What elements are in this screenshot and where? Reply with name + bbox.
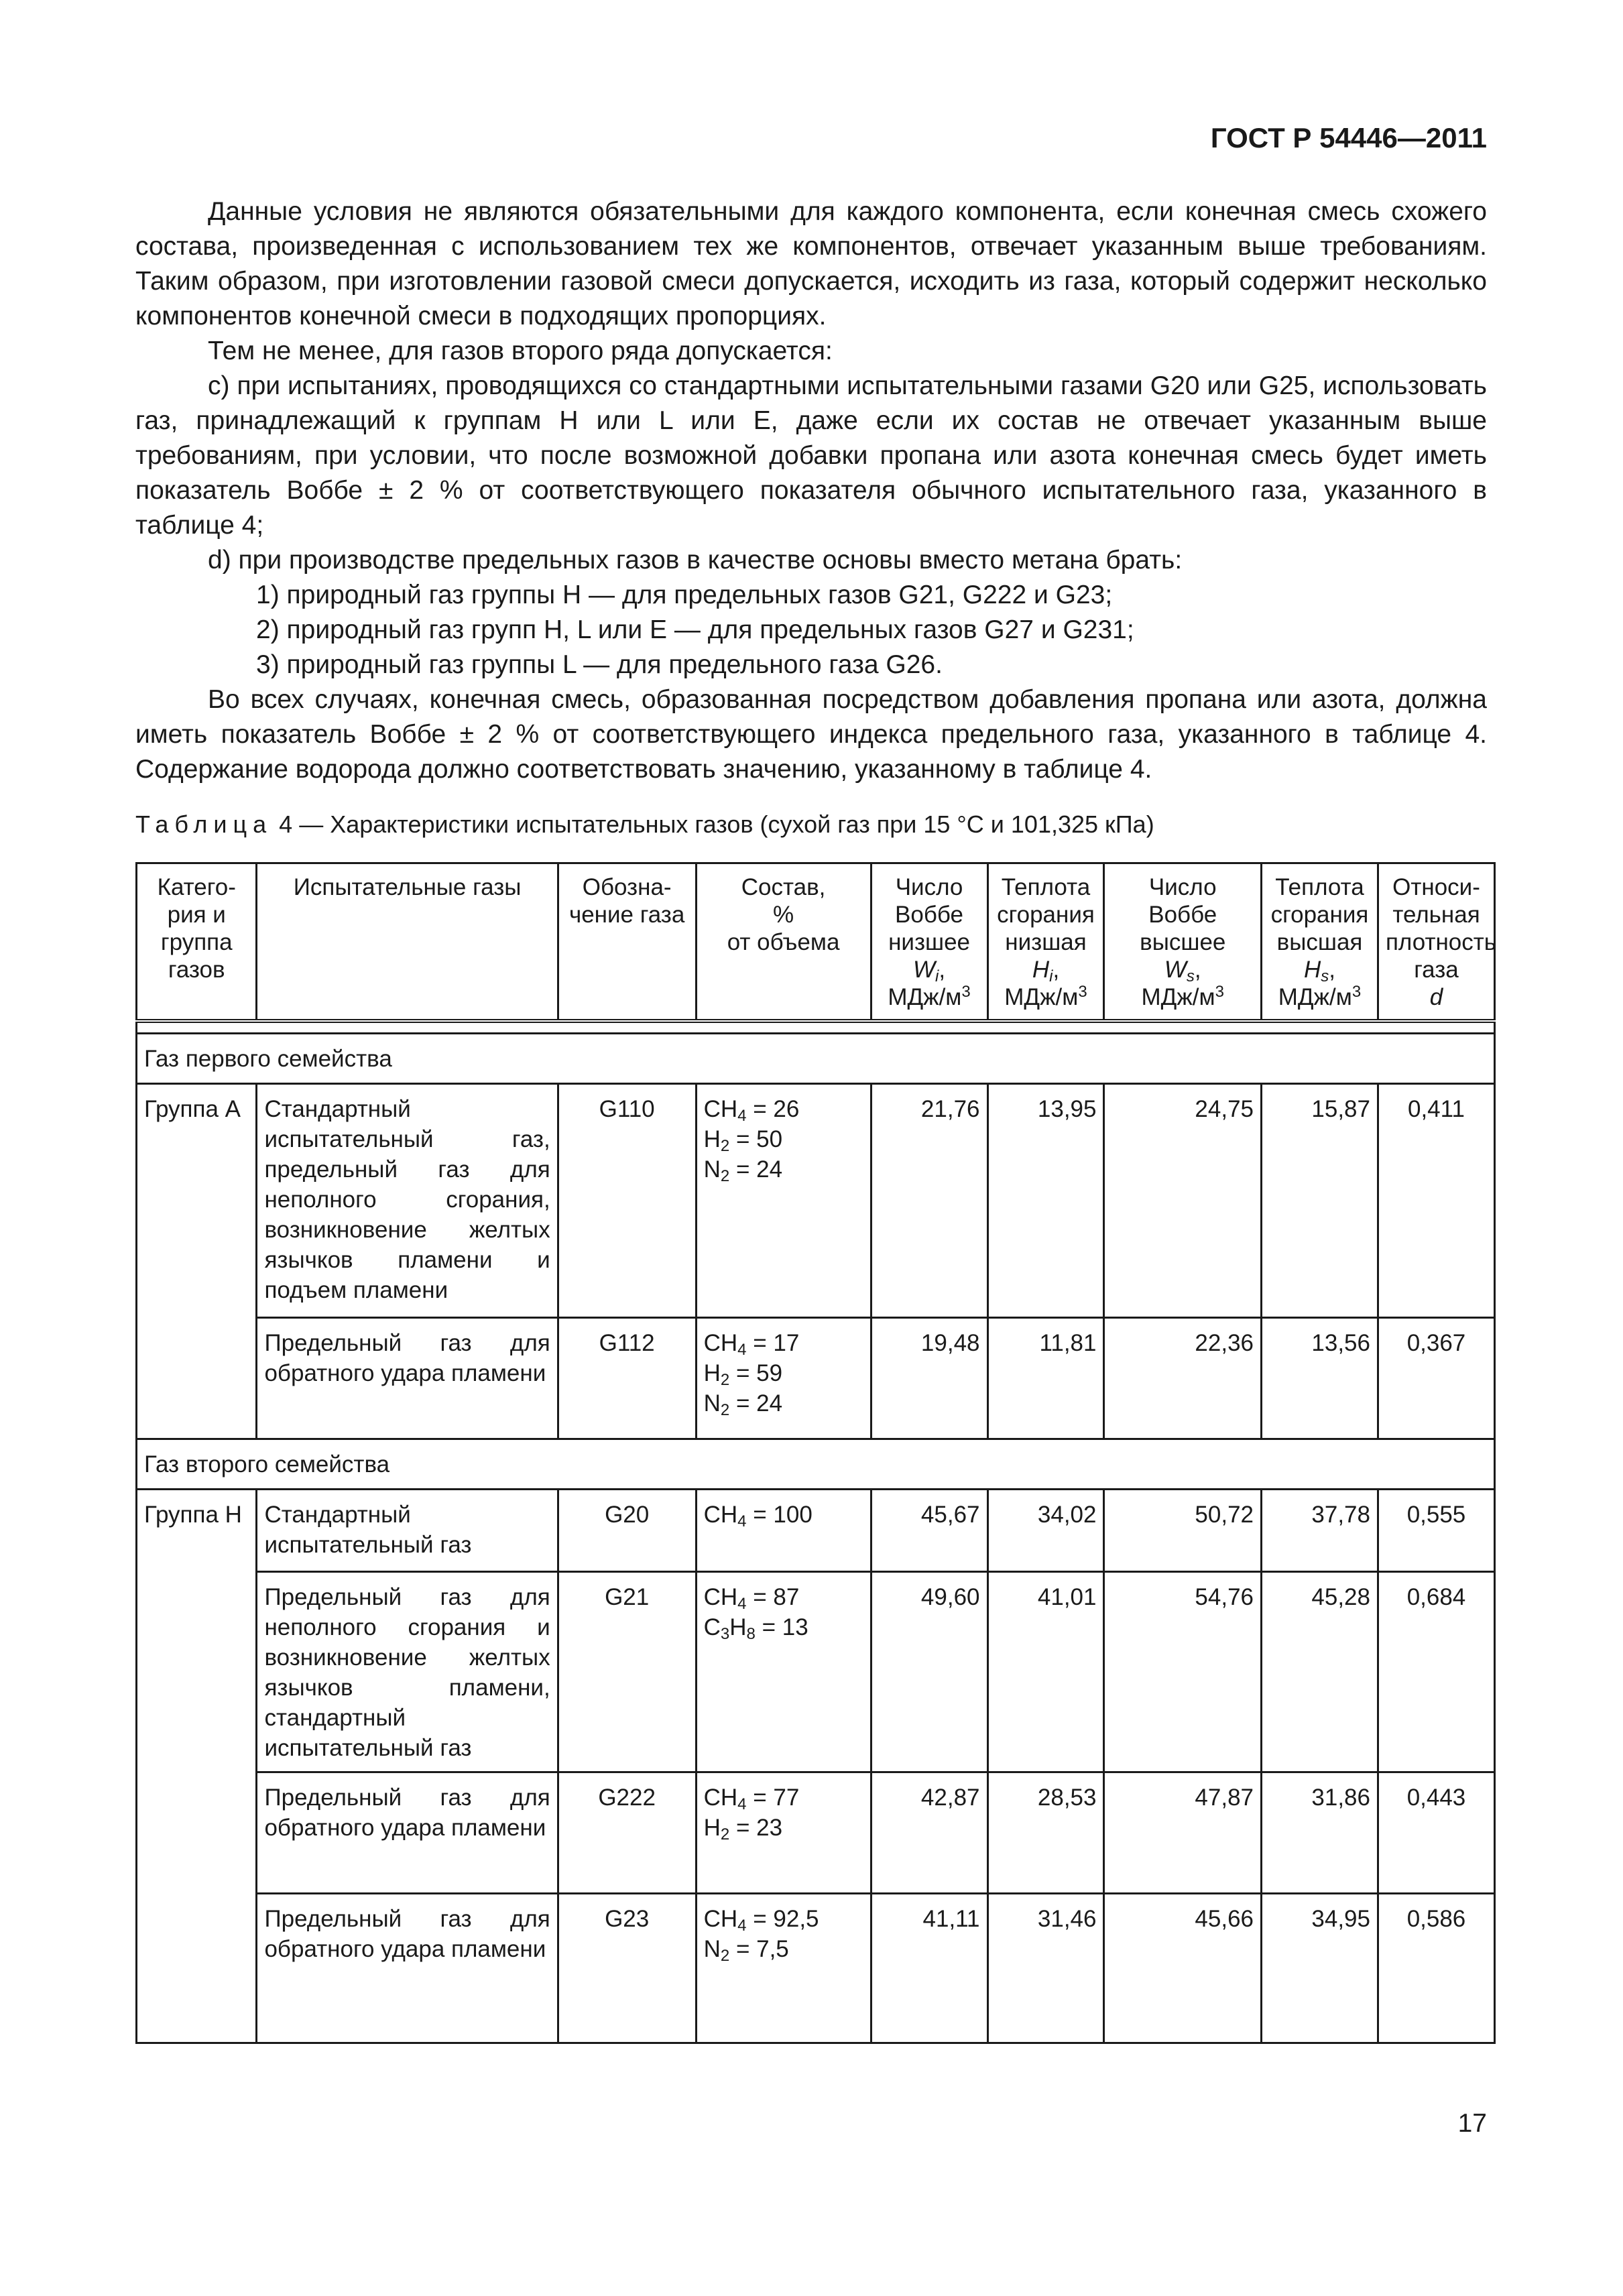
heat-high-value: 45,28 <box>1262 1572 1378 1772</box>
header-composition: Состав, % от объема <box>696 863 871 1022</box>
heat-low-value: 31,46 <box>987 1894 1104 2043</box>
table-row <box>137 1084 1495 1318</box>
table-caption-text: 4 — Характеристики испытательных газов (сухой газ при 15 °С и 101,325 кПа) <box>279 810 1154 838</box>
heat-low-value: 11,81 <box>987 1318 1104 1439</box>
gas-composition: $CH_4 = 77$ $H_2 = 23$ <box>696 1772 871 1894</box>
gas-description: Предельный газ для обратного удара пламени <box>257 1894 558 2043</box>
heat-low-value: 41,01 <box>987 1572 1104 1772</box>
heat-low-value: 28,53 <box>987 1772 1104 1894</box>
gas-description: Предельный газ для обратного удара пламени <box>257 1772 558 1894</box>
paragraph: Во всех случаях, конечная смесь, образованная посредством добавления пропана или азота, должна иметь показатель Воббе ± 2 % от соответствующего индекса предельного газа, указанного в таблице 4. Содержание водорода должно соответствовать значению, указанному в таблице 4. <box>135 685 1487 784</box>
header-wobbe-high: Число Воббе высшее $W_s$, МДж/$м^3$ <box>1104 863 1262 1022</box>
family-label: Газ первого семейства <box>137 1034 1495 1084</box>
document-header: ГОСТ Р 54446—2011 <box>1210 122 1487 154</box>
gas-composition: $CH_4 = 92,5$ $N_2 = 7,5$ <box>696 1894 871 2043</box>
gas-composition: $CH_4 = 26$ $H_2 = 50$ $N_2 = 24$ <box>696 1084 871 1318</box>
gas-code: G110 <box>558 1084 696 1318</box>
family-row <box>137 1034 1495 1084</box>
wobbe-high-value: 54,76 <box>1104 1572 1262 1772</box>
heat-high-value: 13,56 <box>1262 1318 1378 1439</box>
table-row <box>137 1894 1495 2043</box>
group-label: Группа А <box>137 1084 257 1439</box>
density-value: 0,411 <box>1378 1084 1494 1318</box>
density-value: 0,443 <box>1378 1772 1494 1894</box>
gas-description: Предельный газ для обратного удара пламени <box>257 1318 558 1439</box>
wobbe-high-value: 24,75 <box>1104 1084 1262 1318</box>
wobbe-high-value: 22,36 <box>1104 1318 1262 1439</box>
gas-description: Стандартный испытательный газ <box>257 1490 558 1572</box>
density-value: 0,586 <box>1378 1894 1494 2043</box>
table-caption <box>135 808 1487 841</box>
list-item: 3) природный газ группы L — для предельного газа G26. <box>256 650 943 679</box>
header-wobbe-low: Число Воббе низшее $W_i$, МДж/$м^3$ <box>871 863 987 1022</box>
header-density: Относи-тельная плотность газа d <box>1378 863 1494 1022</box>
gas-composition: $CH_4 = 87$ $C_3H_8 = 13$ <box>696 1572 871 1772</box>
wobbe-high-value: 50,72 <box>1104 1490 1262 1572</box>
header-category: Катего-рия и группа газов <box>137 863 257 1022</box>
list-item: 2) природный газ групп H, L или E — для предельных газов G27 и G231; <box>256 615 1134 644</box>
gas-code: G23 <box>558 1894 696 2043</box>
table-caption-label: Таблица <box>135 810 273 838</box>
paragraph: Тем не менее, для газов второго ряда допускается: <box>208 337 833 365</box>
heat-high-value: 31,86 <box>1262 1772 1378 1894</box>
gas-code: G112 <box>558 1318 696 1439</box>
gas-code: G21 <box>558 1572 696 1772</box>
paragraph: d) при производстве предельных газов в качестве основы вместо метана брать: <box>208 546 1183 575</box>
header-designation: Обозна-чение газа <box>558 863 696 1022</box>
wobbe-low-value: 19,48 <box>871 1318 987 1439</box>
wobbe-low-value: 49,60 <box>871 1572 987 1772</box>
table-row <box>137 1772 1495 1894</box>
wobbe-high-value: 45,66 <box>1104 1894 1262 2043</box>
table-row <box>137 1572 1495 1772</box>
heat-high-value: 37,78 <box>1262 1490 1378 1572</box>
family-row <box>137 1439 1495 1490</box>
table-header-row <box>137 863 1495 1022</box>
wobbe-low-value: 42,87 <box>871 1772 987 1894</box>
gas-characteristics-table <box>135 862 1496 2044</box>
header-gases: Испытательные газы <box>257 863 558 1022</box>
table-row <box>137 1490 1495 1572</box>
density-value: 0,684 <box>1378 1572 1494 1772</box>
gas-composition: $CH_4 = 17$ $H_2 = 59$ $N_2 = 24$ <box>696 1318 871 1439</box>
header-heat-high: Теплота сгорания высшая $H_s$, МДж/$м^3$ <box>1262 863 1378 1022</box>
gas-code: G20 <box>558 1490 696 1572</box>
wobbe-high-value: 47,87 <box>1104 1772 1262 1894</box>
gas-composition: $CH_4 = 100$ <box>696 1490 871 1572</box>
table-row <box>137 1318 1495 1439</box>
header-heat-low: Теплота сгорания низшая $H_i$, МДж/$м^3$ <box>987 863 1104 1022</box>
body-text <box>135 194 1487 787</box>
density-value: 0,367 <box>1378 1318 1494 1439</box>
wobbe-low-value: 41,11 <box>871 1894 987 2043</box>
gas-description: Стандартный испытательный газ, предельный газ для неполного сгорания, возникновение желтых язычков пламени и подъем пламени <box>257 1084 558 1318</box>
gas-description: Предельный газ для неполного сгорания и возникновение желтых язычков пламени, стандартный испытательный газ <box>257 1572 558 1772</box>
heat-low-value: 34,02 <box>987 1490 1104 1572</box>
list-item: 1) природный газ группы H — для предельных газов G21, G222 и G23; <box>256 581 1113 609</box>
heat-high-value: 15,87 <box>1262 1084 1378 1318</box>
wobbe-low-value: 45,67 <box>871 1490 987 1572</box>
gas-code: G222 <box>558 1772 696 1894</box>
group-label: Группа H <box>137 1490 257 2043</box>
wobbe-low-value: 21,76 <box>871 1084 987 1318</box>
density-value: 0,555 <box>1378 1490 1494 1572</box>
heat-low-value: 13,95 <box>987 1084 1104 1318</box>
paragraph: c) при испытаниях, проводящихся со стандартными испытательными газами G20 или G25, использовать газ, принадлежащий к группам H или L или E, даже если их состав не отвечает указанным выше требованиям, при условии, что после возможной добавки пропана или азота конечная смесь будет иметь показатель Воббе ± 2 % от соответствующего показателя обычного испытательного газа, указанного в таблице 4; <box>135 371 1487 540</box>
paragraph: Данные условия не являются обязательными для каждого компонента, если конечная смесь схожего состава, произведенная с использованием тех же компонентов, отвечает указанным выше требованиям. Таким образом, при изготовлении газовой смеси допускается, исходить из газа, который содержит несколько компонентов конечной смеси в подходящих пропорциях. <box>135 197 1487 330</box>
family-label: Газ второго семейства <box>137 1439 1495 1490</box>
page-number: 17 <box>1457 2109 1487 2138</box>
heat-high-value: 34,95 <box>1262 1894 1378 2043</box>
